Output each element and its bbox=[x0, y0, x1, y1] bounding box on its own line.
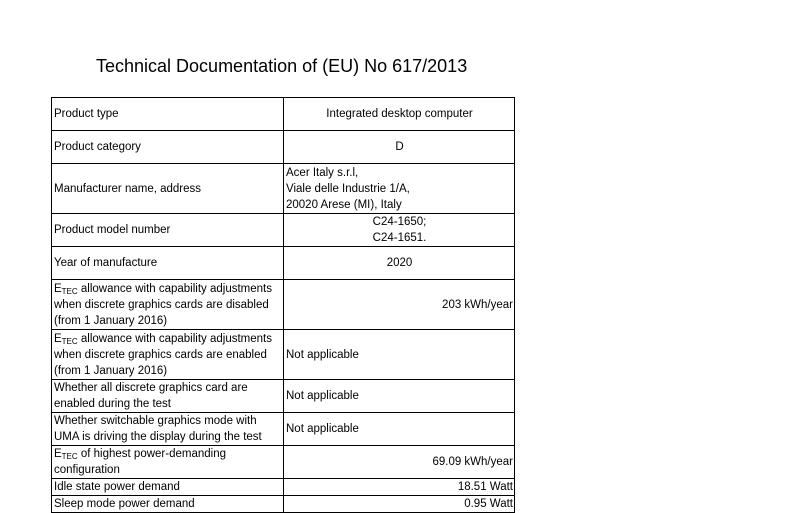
row-value-etec-disabled: 203 kWh/year bbox=[284, 280, 515, 330]
table-row bbox=[52, 380, 515, 413]
table-row bbox=[52, 98, 515, 131]
table-row bbox=[52, 214, 515, 247]
row-label-etec-disabled bbox=[52, 280, 284, 330]
row-value-product-type: Integrated desktop computer bbox=[284, 98, 515, 131]
etec-subscript: TEC bbox=[61, 336, 78, 346]
table-row bbox=[52, 479, 515, 496]
row-value-sleep-power: 0.95 Watt bbox=[284, 496, 515, 513]
etec-label-text: allowance with capability adjustments when discrete graphics cards are enabled (from 1 January 2016) bbox=[54, 332, 272, 377]
row-value-idle-power: 18.51 Watt bbox=[284, 479, 515, 496]
row-value-year: 2020 bbox=[284, 247, 515, 280]
row-value-switchable-graphics: Not applicable bbox=[284, 413, 515, 446]
row-value-manufacturer bbox=[284, 164, 515, 214]
document-title: Technical Documentation of (EU) No 617/2013 bbox=[96, 56, 468, 76]
table-row bbox=[52, 131, 515, 164]
row-value-product-category: D bbox=[284, 131, 515, 164]
row-label-discrete-graphics: Whether all discrete graphics card are enabled during the test bbox=[52, 380, 284, 413]
row-label-idle-power: Idle state power demand bbox=[52, 479, 284, 496]
model-line-2: C24-1651. bbox=[372, 232, 427, 244]
row-label-model-number: Product model number bbox=[52, 214, 284, 247]
table-row bbox=[52, 413, 515, 446]
row-label-etec-enabled bbox=[52, 330, 284, 380]
manufacturer-line-3: 20020 Arese (MI), Italy bbox=[286, 198, 402, 211]
row-label-sleep-power: Sleep mode power demand bbox=[52, 496, 284, 513]
row-label-switchable-graphics: Whether switchable graphics mode with UMA is driving the display during the test bbox=[52, 413, 284, 446]
row-label-year: Year of manufacture bbox=[52, 247, 284, 280]
table-row bbox=[52, 247, 515, 280]
etec-subscript: TEC bbox=[61, 452, 78, 461]
model-line-1: C24-1650; bbox=[372, 216, 427, 228]
row-label-product-category: Product category bbox=[52, 131, 284, 164]
etec-label-text: of highest power-demanding configuration bbox=[54, 448, 226, 476]
etec-label-text: allowance with capability adjustments when discrete graphics cards are disabled (from 1 January 2016) bbox=[54, 282, 272, 327]
table-row bbox=[52, 446, 515, 479]
manufacturer-line-2: Viale delle Industrie 1/A, bbox=[286, 182, 410, 195]
row-value-discrete-graphics: Not applicable bbox=[284, 380, 515, 413]
manufacturer-line-1: Acer Italy s.r.l, bbox=[286, 166, 359, 179]
row-label-product-type: Product type bbox=[52, 98, 284, 131]
etec-symbol: E bbox=[54, 332, 62, 345]
etec-symbol: E bbox=[54, 448, 62, 460]
table-row bbox=[52, 164, 515, 214]
row-value-etec-highest: 69.09 kWh/year bbox=[284, 446, 515, 479]
table-row bbox=[52, 330, 515, 380]
row-value-etec-enabled: Not applicable bbox=[284, 330, 515, 380]
row-label-etec-highest bbox=[52, 446, 284, 479]
table-row bbox=[52, 280, 515, 330]
specs-table bbox=[51, 97, 515, 513]
etec-subscript: TEC bbox=[61, 286, 78, 296]
etec-symbol: E bbox=[54, 282, 62, 295]
row-value-model-number bbox=[284, 214, 515, 247]
table-row bbox=[52, 496, 515, 513]
row-label-manufacturer: Manufacturer name, address bbox=[52, 164, 284, 214]
